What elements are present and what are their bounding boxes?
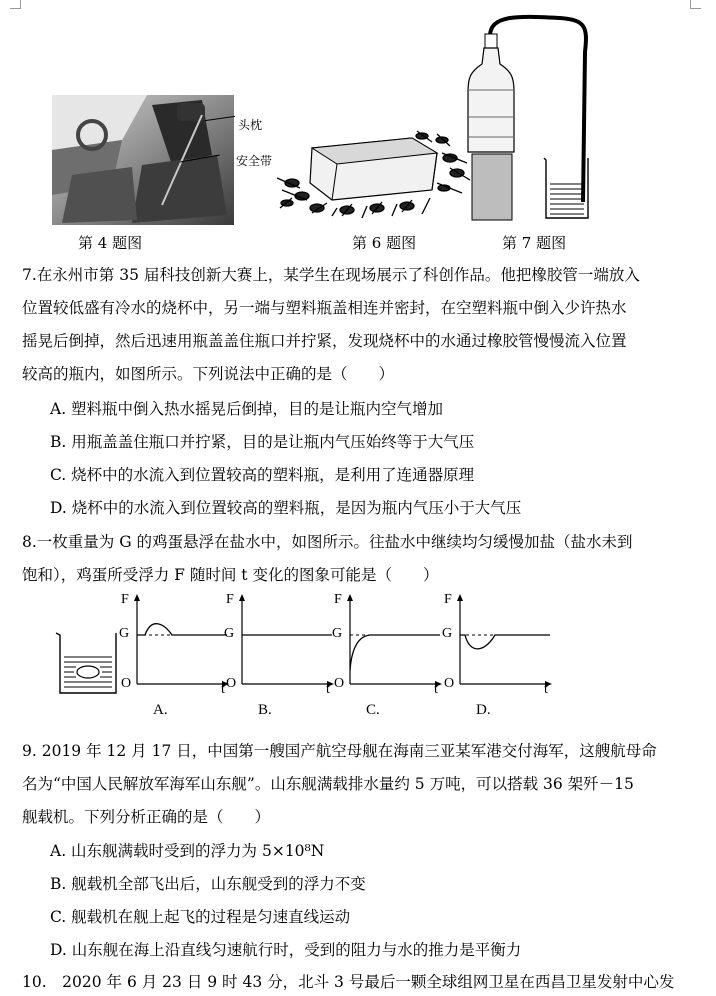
level-label-g: G <box>119 626 130 641</box>
q8-line-2: 饱和），鸡蛋所受浮力 F 随时间 t 变化的图象可能是（ ） <box>22 566 439 584</box>
q8-graph-d <box>440 592 555 722</box>
f-curve <box>350 635 440 670</box>
q7-option-a: A. 塑料瓶中倒入热水摇晃后倒掉，目的是让瓶内空气增加 <box>50 400 444 418</box>
caption-fig6: 第 6 题图 <box>352 234 417 252</box>
level-label-g: G <box>332 626 343 641</box>
q7-line-2: 位置较低盛有冷水的烧杯中，另一端与塑料瓶盖相连并密封，在空塑料瓶中倒入少许热水 <box>22 299 627 317</box>
q7-option-d: D. 烧杯中的水流入到位置较高的塑料瓶，是因为瓶内气压小于大气压 <box>50 499 522 517</box>
f-curve <box>137 624 227 635</box>
axis-label-t: t <box>221 682 225 697</box>
crop-mark-top-right <box>690 0 701 9</box>
q8-graph-c <box>330 592 445 722</box>
q8-line-1: 8.一枚重量为 G 的鸡蛋悬浮在盐水中，如图所示。往盐水中继续均匀缓慢加盐（盐水未到 <box>22 533 633 551</box>
graph-option-label: A. <box>153 702 168 718</box>
figure-4-car-seat <box>52 95 234 225</box>
q9-option-a: A. 山东舰满载时受到的浮力为 5×10⁸N <box>50 842 325 860</box>
q9-option-d: D. 山东舰在海上沿直线匀速航行时，受到的阻力与水的推力是平衡力 <box>50 941 522 959</box>
q7-option-b: B. 用瓶盖盖住瓶口并拧紧，目的是让瓶内气压始终等于大气压 <box>50 433 475 451</box>
q7-option-c: C. 烧杯中的水流入到位置较高的塑料瓶，是利用了连通器原理 <box>50 466 475 484</box>
origin-label: O <box>444 676 455 691</box>
q9-line-1: 9. 2019 年 12 月 17 日，中国第一艘国产航空母舰在海南三亚某军港交付海军，这艘航母命 <box>22 742 657 760</box>
figure-6-ants-block <box>272 128 472 220</box>
q9-option-b: B. 舰载机全部飞出后，山东舰受到的浮力不变 <box>50 875 366 893</box>
q10-line-1: 10. 2020 年 6 月 23 日 9 时 43 分，北斗 3 号最后一颗全球组网卫星在西昌卫星发射中心发 <box>22 973 675 991</box>
axis-label-t: t <box>326 682 330 697</box>
axis-label-t: t <box>544 682 548 697</box>
caption-fig7: 第 7 题图 <box>502 234 567 252</box>
label-headrest: 头枕 <box>238 118 263 132</box>
y-axis-arrow <box>134 594 140 601</box>
y-axis-arrow <box>239 594 245 601</box>
y-axis-arrow <box>457 594 463 601</box>
figure-7-bottle-apparatus <box>460 12 610 224</box>
y-axis-arrow <box>347 594 353 601</box>
level-label-g: G <box>224 626 235 641</box>
axis-label-t: t <box>434 682 438 697</box>
q8-graph-b <box>222 592 337 722</box>
axis-label-f: F <box>444 592 452 607</box>
q9-line-3: 舰载机。下列分析正确的是（ ） <box>22 808 271 826</box>
axis-label-f: F <box>226 592 234 607</box>
q8-beaker-egg <box>52 627 122 697</box>
q7-line-4: 较高的瓶内，如图所示。下列说法中正确的是（ ） <box>22 365 395 383</box>
caption-fig4: 第 4 题图 <box>78 234 143 252</box>
q7-line-1: 7.在永州市第 35 届科技创新大赛上，某学生在现场展示了科创作品。他把橡胶管一端放入 <box>22 266 640 284</box>
graph-option-label: C. <box>366 702 380 718</box>
q9-line-2: 名为“中国人民解放军海军山东舰”。山东舰满载排水量约 5 万吨，可以搭载 36 架歼－15 <box>22 775 634 793</box>
crop-mark-top-left <box>10 0 21 9</box>
axis-label-f: F <box>334 592 342 607</box>
label-seatbelt: 安全带 <box>236 154 273 168</box>
f-curve <box>460 635 550 649</box>
q9-option-c: C. 舰载机在舰上起飞的过程是匀速直线运动 <box>50 908 351 926</box>
level-label-g: G <box>442 626 453 641</box>
origin-label: O <box>121 676 132 691</box>
graph-option-label: D. <box>476 702 491 718</box>
origin-label: O <box>226 676 237 691</box>
axis-label-f: F <box>121 592 129 607</box>
q7-line-3: 摇晃后倒掉，然后迅速用瓶盖盖住瓶口并拧紧，发现烧杯中的水通过橡胶管慢慢流入位置 <box>22 332 627 350</box>
q8-graph-a <box>117 592 235 722</box>
graph-option-label: B. <box>258 702 272 718</box>
origin-label: O <box>334 676 345 691</box>
